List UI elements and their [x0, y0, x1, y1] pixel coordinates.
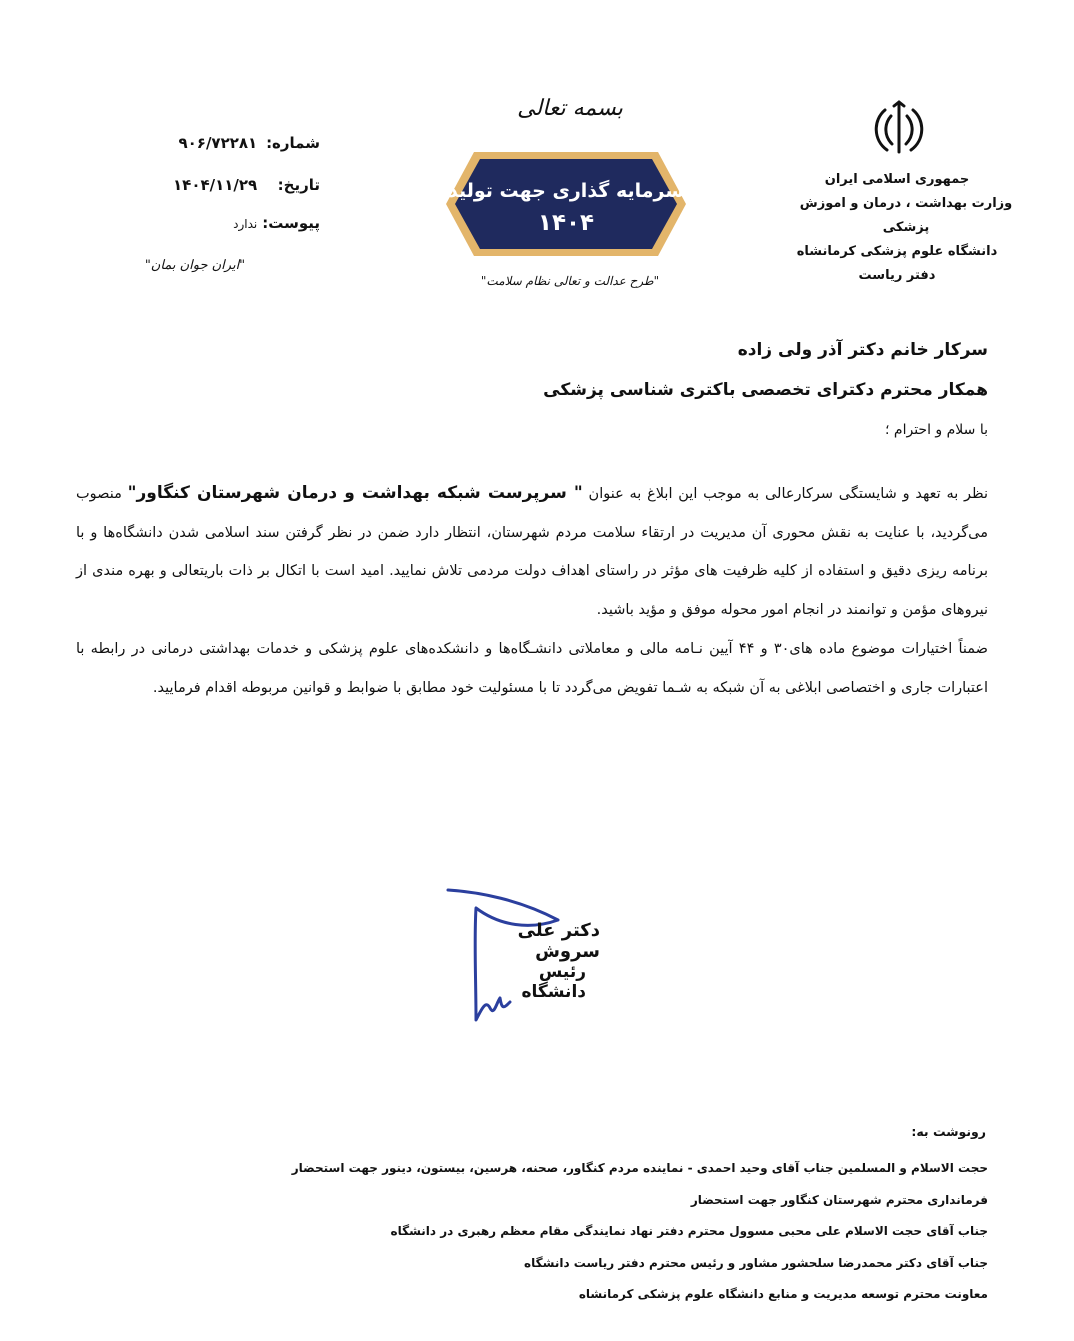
attachment-value: ندارد: [233, 217, 258, 231]
letter-date-row: [130, 176, 320, 194]
number-value: ۹۰۶/۷۲۲۸۱: [178, 134, 258, 152]
recipient-name: سرکار خانم دکتر آذر ولی زاده: [737, 340, 988, 360]
appointment-title: " سرپرست شبکه بهداشت و درمان شهرستان کنگاور": [127, 483, 583, 503]
signatory-title: رئیس دانشگاه: [521, 962, 586, 1002]
attachment-row: [130, 214, 320, 232]
org-country: جمهوری اسلامی ایران: [824, 172, 970, 187]
org-university: دانشگاه علوم پزشکی کرمانشاه: [796, 244, 998, 259]
year-slogan-badge: [444, 150, 688, 258]
cc-item: حجت الاسلام و المسلمین جناب آقای وحید احمدی - نماینده مردم کنگاور، صحنه، هرسین، بیستون، دینور جهت استحضار: [291, 1161, 988, 1175]
letter-number-row: [130, 134, 320, 152]
cc-item: جناب آقای دکتر محمدرضا سلحشور مشاور و رئیس محترم دفتر ریاست دانشگاه: [524, 1255, 988, 1270]
para1-intro: نظر به تعهد و شایستگی سرکارعالی به موجب این ابلاغ به عنوان: [582, 486, 988, 502]
greeting: با سلام و احترام ؛: [885, 422, 988, 438]
cc-item: معاونت محترم توسعه مدیریت و منابع دانشگاه علوم پزشکی کرمانشاه: [578, 1287, 988, 1302]
sub-slogan: "طرح عدالت و تعالی نظام سلامت": [480, 274, 660, 288]
cc-item: فرمانداری محترم شهرستان کنگاور جهت استحضار: [690, 1192, 988, 1207]
date-value: ۱۴۰۴/۱۱/۲۹: [173, 176, 258, 194]
recipient-title: همکار محترم دکترای تخصصی باکتری شناسی پزشکی: [543, 380, 988, 400]
organization-block: [782, 168, 1012, 288]
slogan-title: سرمایه گذاری جهت تولید: [447, 180, 685, 202]
number-label: شماره:: [266, 134, 320, 152]
para1-rest: منصوب می‌گردید، با عنایت به نقش محوری آن مدیریت در ارتقاء سلامت مردم شهرستان، انتظار دارد ضمن در نظر گرفتن سند اسلامی شدن دانشگاه‌ها و با برنامه ریزی دقیق و استفاده از کلیه ظرفیت های مؤثر در راستای اهداف دولت مردمی تلاش نمایید. امید است با اتکال بر ذات باریتعالی و بهره مندی از نیروهای مؤمن و توانمند در انجام امور محوله موفق و مؤید باشید.: [76, 486, 988, 618]
body-paragraph-2: ضمناً اختیارات موضوع ماده های۳۰ و ۴۴ آیین نـامه مالی و معاملاتی دانشـگاه‌ها و دانشکده‌های علوم پزشکی و خدمات بهداشتی درمانی در رابطه با اعتبارات جاری و اختصاصی ابلاغی به آن شبکه به شـما تفویض می‌گردد تا با مسئولیت خود مطابق با ضوابط و قوانین مربوطه اقدام فرمایید.: [76, 641, 988, 696]
cc-list: [288, 1154, 988, 1312]
bismillah-heading: بسمه تعالی: [517, 96, 623, 121]
iran-emblem-icon: [868, 100, 930, 158]
org-office: دفتر ریاست: [858, 268, 936, 283]
cc-item: جناب آقای حجت الاسلام علی محبی مسوول محترم دفتر نهاد نمایندگی مقام معظم رهبری در دانشگاه: [390, 1224, 988, 1239]
attachment-label: پیوست:: [262, 214, 320, 232]
slogan-badge-shape: [444, 150, 688, 258]
cc-heading: رونوشت به:: [911, 1124, 986, 1139]
org-ministry: وزارت بهداشت ، درمان و اموزش پزشکی: [799, 196, 1013, 235]
signatory-name: دکتر علی سروش: [517, 920, 600, 962]
iran-slogan: "ایران جوان بمان": [144, 258, 246, 273]
body-paragraph-1: [76, 474, 988, 629]
date-label: تاریخ:: [277, 176, 320, 194]
slogan-year: ۱۴۰۴: [537, 210, 595, 236]
